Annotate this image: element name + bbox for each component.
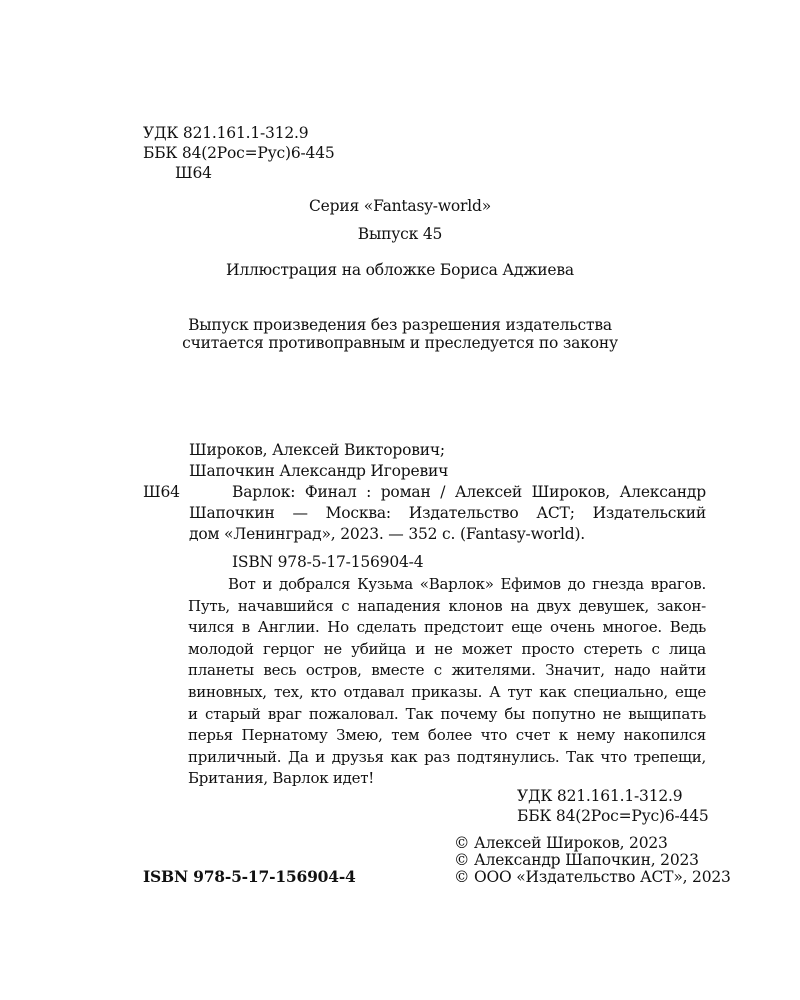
copyright-line-1: © Алексей Широков, 2023 <box>454 834 668 852</box>
annotation-line: планеты весь остров, вместе с жителями. Значит, надо найти <box>188 661 706 680</box>
isbn-footer: ISBN 978-5-17-156904-4 <box>143 867 356 886</box>
annotation-line: виновных, тех, кто отдавал приказы. А тут как специально, еще <box>188 682 706 701</box>
annotation-line: Британия, Варлок идет! <box>188 769 375 788</box>
series-line: Серия «Fantasy-world» <box>309 197 491 215</box>
illustration-credit: Иллюстрация на обложке Бориса Аджиева <box>226 261 574 279</box>
isbn-bib: ISBN 978-5-17-156904-4 <box>232 553 424 571</box>
copyright-line-2: © Александр Шапочкин, 2023 <box>454 851 699 869</box>
udk-code-top: УДК 821.161.1-312.9 <box>143 124 309 142</box>
description-line-3: дом «Ленинград», 2023. — 352 с. (Fantasy-world). <box>189 525 586 543</box>
udk-code-bottom: УДК 821.161.1-312.9 <box>517 787 683 805</box>
annotation-line: приличный. Да и друзья как раз подтянулись. Так что трепещи, <box>188 747 706 766</box>
annotation <box>188 574 706 790</box>
author-mark-top: Ш64 <box>175 164 212 182</box>
copyright-line-3: © ООО «Издательство АСТ», 2023 <box>454 868 731 886</box>
annotation-line: Путь, начавшийся с нападения клонов на двух девушек, закон- <box>188 596 706 615</box>
legal-notice-line-2: считается противоправным и преследуется по закону <box>182 334 618 352</box>
annotation-line: молодой герцог не убийца и не может просто стереть с лица <box>188 639 706 658</box>
legal-notice-line-1: Выпуск произведения без разрешения издательства <box>188 316 612 334</box>
author-mark-bib: Ш64 <box>143 483 180 501</box>
authors-line-2: Шапочкин Александр Игоревич <box>189 462 449 480</box>
issue-line: Выпуск 45 <box>357 225 443 243</box>
annotation-line: Вот и добрался Кузьма «Варлок» Ефимов до гнезда врагов. <box>228 575 706 593</box>
annotation-line: и старый враг пожаловал. Так почему бы попутно не выщипать <box>188 704 706 723</box>
bbk-code-bottom: ББК 84(2Рос=Рус)6-445 <box>517 807 709 825</box>
description-line-2: Шапочкин — Москва: Издательство АСТ; Издательский <box>189 504 706 522</box>
bbk-code-top: ББК 84(2Рос=Рус)6-445 <box>143 144 335 162</box>
authors-line-1: Широков, Алексей Викторович; <box>189 441 445 459</box>
description-line-1: Варлок: Финал : роман / Алексей Широков, Александр <box>232 483 706 501</box>
annotation-line: чился в Англии. Но сделать предстоит еще очень многое. Ведь <box>188 618 706 637</box>
annotation-line: перья Пернатому Змею, тем более что счет к нему накопился <box>188 726 706 745</box>
